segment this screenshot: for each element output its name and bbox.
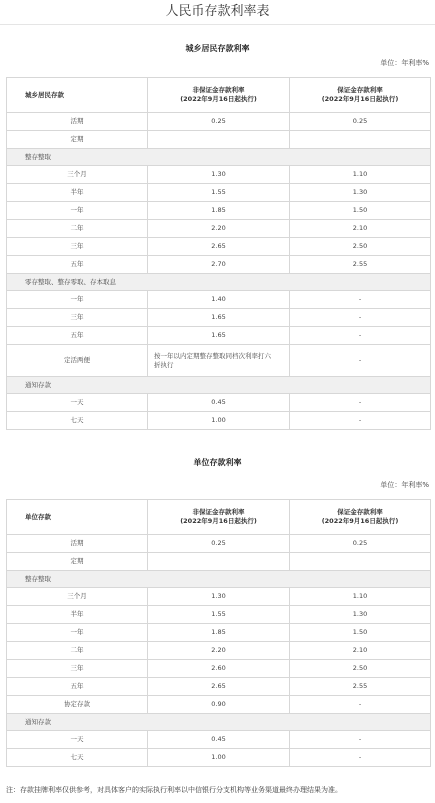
header-deposit-type: 城乡居民存款	[7, 78, 148, 113]
term-label: 定活两便	[7, 345, 148, 377]
non-margin-rate-value: 2.65	[148, 238, 290, 256]
term-label: 定期	[7, 553, 148, 571]
group-label: 通知存款	[7, 377, 431, 394]
non-margin-rate-value: 1.85	[148, 624, 290, 642]
rate-row	[7, 696, 431, 714]
non-margin-rate-value: 1.00	[148, 412, 290, 430]
header-margin-rate	[290, 78, 431, 113]
rate-row	[7, 642, 431, 660]
non-margin-rate-value	[148, 131, 290, 149]
header-deposit-type: 单位存款	[7, 500, 148, 535]
term-label: 七天	[7, 412, 148, 430]
rate-row	[7, 345, 431, 377]
group-header-row	[7, 377, 431, 394]
margin-rate-value: 2.50	[290, 660, 431, 678]
footer-note: 注：存款挂牌利率仅供参考，对具体客户的实际执行利率以中信银行分支机构等业务渠道最终办理结果为准。	[6, 786, 342, 794]
rate-row	[7, 327, 431, 345]
corporate-rate-table	[6, 499, 431, 767]
margin-rate-value: 2.55	[290, 256, 431, 274]
margin-rate-value: 1.30	[290, 606, 431, 624]
non-margin-rate-value: 0.25	[148, 535, 290, 553]
margin-rate-value: 1.10	[290, 588, 431, 606]
margin-rate-value	[290, 553, 431, 571]
group-header-row	[7, 714, 431, 731]
rate-row	[7, 553, 431, 571]
non-margin-rate-value: 1.85	[148, 202, 290, 220]
term-label: 五年	[7, 678, 148, 696]
header-margin-title: 保证金存款利率	[337, 508, 383, 516]
header-non-margin-rate	[148, 500, 290, 535]
table-header-row	[7, 78, 431, 113]
header-non-margin-rate	[148, 78, 290, 113]
non-margin-rate-value: 0.45	[148, 394, 290, 412]
non-margin-rate-value: 1.30	[148, 588, 290, 606]
non-margin-rate-value: 0.45	[148, 731, 290, 749]
term-label: 半年	[7, 184, 148, 202]
group-label: 整存整取	[7, 571, 431, 588]
non-margin-rate-value: 1.65	[148, 327, 290, 345]
corporate-unit-label: 单位：年利率%	[380, 481, 429, 489]
term-label: 半年	[7, 606, 148, 624]
header-margin-date: (2022年9月16日起执行)	[321, 95, 399, 103]
table-header-row	[7, 500, 431, 535]
non-margin-rate-value: 2.20	[148, 642, 290, 660]
rate-row	[7, 731, 431, 749]
term-label: 活期	[7, 535, 148, 553]
margin-rate-value: 2.10	[290, 642, 431, 660]
header-non-margin-date: (2022年9月16日起执行)	[180, 95, 257, 103]
header-margin-date: (2022年9月16日起执行)	[321, 517, 399, 525]
non-margin-rate-value: 1.55	[148, 184, 290, 202]
non-margin-rate-value: 2.20	[148, 220, 290, 238]
residential-section-title: 城乡居民存款利率	[185, 44, 250, 53]
rate-row	[7, 220, 431, 238]
non-margin-rate-value: 1.55	[148, 606, 290, 624]
title-divider	[0, 24, 435, 25]
term-label: 一年	[7, 202, 148, 220]
header-non-margin-date: (2022年9月16日起执行)	[180, 517, 257, 525]
margin-rate-value: 0.25	[290, 113, 431, 131]
margin-rate-value: -	[290, 696, 431, 714]
margin-rate-value: -	[290, 327, 431, 345]
group-label: 零存整取、整存零取、存本取息	[7, 274, 431, 291]
margin-rate-value: -	[290, 291, 431, 309]
rate-row	[7, 256, 431, 274]
term-label: 五年	[7, 327, 148, 345]
non-margin-rate-value: 1.65	[148, 309, 290, 327]
rate-row	[7, 202, 431, 220]
margin-rate-value: 1.50	[290, 202, 431, 220]
term-label: 二年	[7, 220, 148, 238]
margin-rate-value: -	[290, 731, 431, 749]
rate-row	[7, 678, 431, 696]
non-margin-rate-value	[148, 553, 290, 571]
rate-row	[7, 166, 431, 184]
rate-row	[7, 309, 431, 327]
term-label: 二年	[7, 642, 148, 660]
margin-rate-value: 2.55	[290, 678, 431, 696]
rate-row	[7, 624, 431, 642]
rate-row	[7, 660, 431, 678]
margin-rate-value: 2.50	[290, 238, 431, 256]
margin-rate-value	[290, 131, 431, 149]
rate-row	[7, 394, 431, 412]
corporate-section-title: 单位存款利率	[193, 458, 242, 467]
rate-row	[7, 606, 431, 624]
group-label: 通知存款	[7, 714, 431, 731]
residential-rate-table	[6, 77, 431, 430]
term-label: 一天	[7, 731, 148, 749]
margin-rate-value: 2.10	[290, 220, 431, 238]
margin-rate-value: 1.30	[290, 184, 431, 202]
term-label: 三个月	[7, 588, 148, 606]
margin-rate-value: -	[290, 412, 431, 430]
margin-rate-value: -	[290, 749, 431, 767]
rate-row	[7, 184, 431, 202]
header-non-margin-title: 非保证金存款利率	[192, 86, 245, 94]
non-margin-rate-value: 0.90	[148, 696, 290, 714]
margin-rate-value: 0.25	[290, 535, 431, 553]
term-label: 三年	[7, 309, 148, 327]
term-label: 五年	[7, 256, 148, 274]
rate-row	[7, 113, 431, 131]
non-margin-rate-value: 0.25	[148, 113, 290, 131]
non-margin-rate-value: 按一年以内定期整存整取同档次利率打六折执行	[148, 345, 290, 377]
non-margin-rate-value: 1.40	[148, 291, 290, 309]
term-label: 一年	[7, 624, 148, 642]
term-label: 三年	[7, 660, 148, 678]
group-header-row	[7, 149, 431, 166]
group-header-row	[7, 571, 431, 588]
non-margin-rate-value: 1.00	[148, 749, 290, 767]
rate-row	[7, 238, 431, 256]
rate-row	[7, 131, 431, 149]
term-label: 一天	[7, 394, 148, 412]
margin-rate-value: -	[290, 309, 431, 327]
rate-row	[7, 412, 431, 430]
group-label: 整存整取	[7, 149, 431, 166]
margin-rate-value: -	[290, 394, 431, 412]
header-non-margin-title: 非保证金存款利率	[192, 508, 245, 516]
term-label: 一年	[7, 291, 148, 309]
term-label: 协定存款	[7, 696, 148, 714]
rate-row	[7, 588, 431, 606]
non-margin-rate-value: 2.65	[148, 678, 290, 696]
group-header-row	[7, 274, 431, 291]
header-margin-rate	[290, 500, 431, 535]
residential-unit-label: 单位：年利率%	[380, 59, 429, 67]
page-title: 人民币存款利率表	[165, 4, 270, 19]
term-label: 三个月	[7, 166, 148, 184]
header-margin-title: 保证金存款利率	[337, 86, 383, 94]
margin-rate-value: 1.10	[290, 166, 431, 184]
term-label: 三年	[7, 238, 148, 256]
term-label: 定期	[7, 131, 148, 149]
term-label: 七天	[7, 749, 148, 767]
margin-rate-value: 1.50	[290, 624, 431, 642]
term-label: 活期	[7, 113, 148, 131]
non-margin-rate-value: 2.60	[148, 660, 290, 678]
non-margin-rate-value: 2.70	[148, 256, 290, 274]
margin-rate-value: -	[290, 345, 431, 377]
rate-row	[7, 535, 431, 553]
non-margin-rate-value: 1.30	[148, 166, 290, 184]
rate-row	[7, 749, 431, 767]
rate-row	[7, 291, 431, 309]
